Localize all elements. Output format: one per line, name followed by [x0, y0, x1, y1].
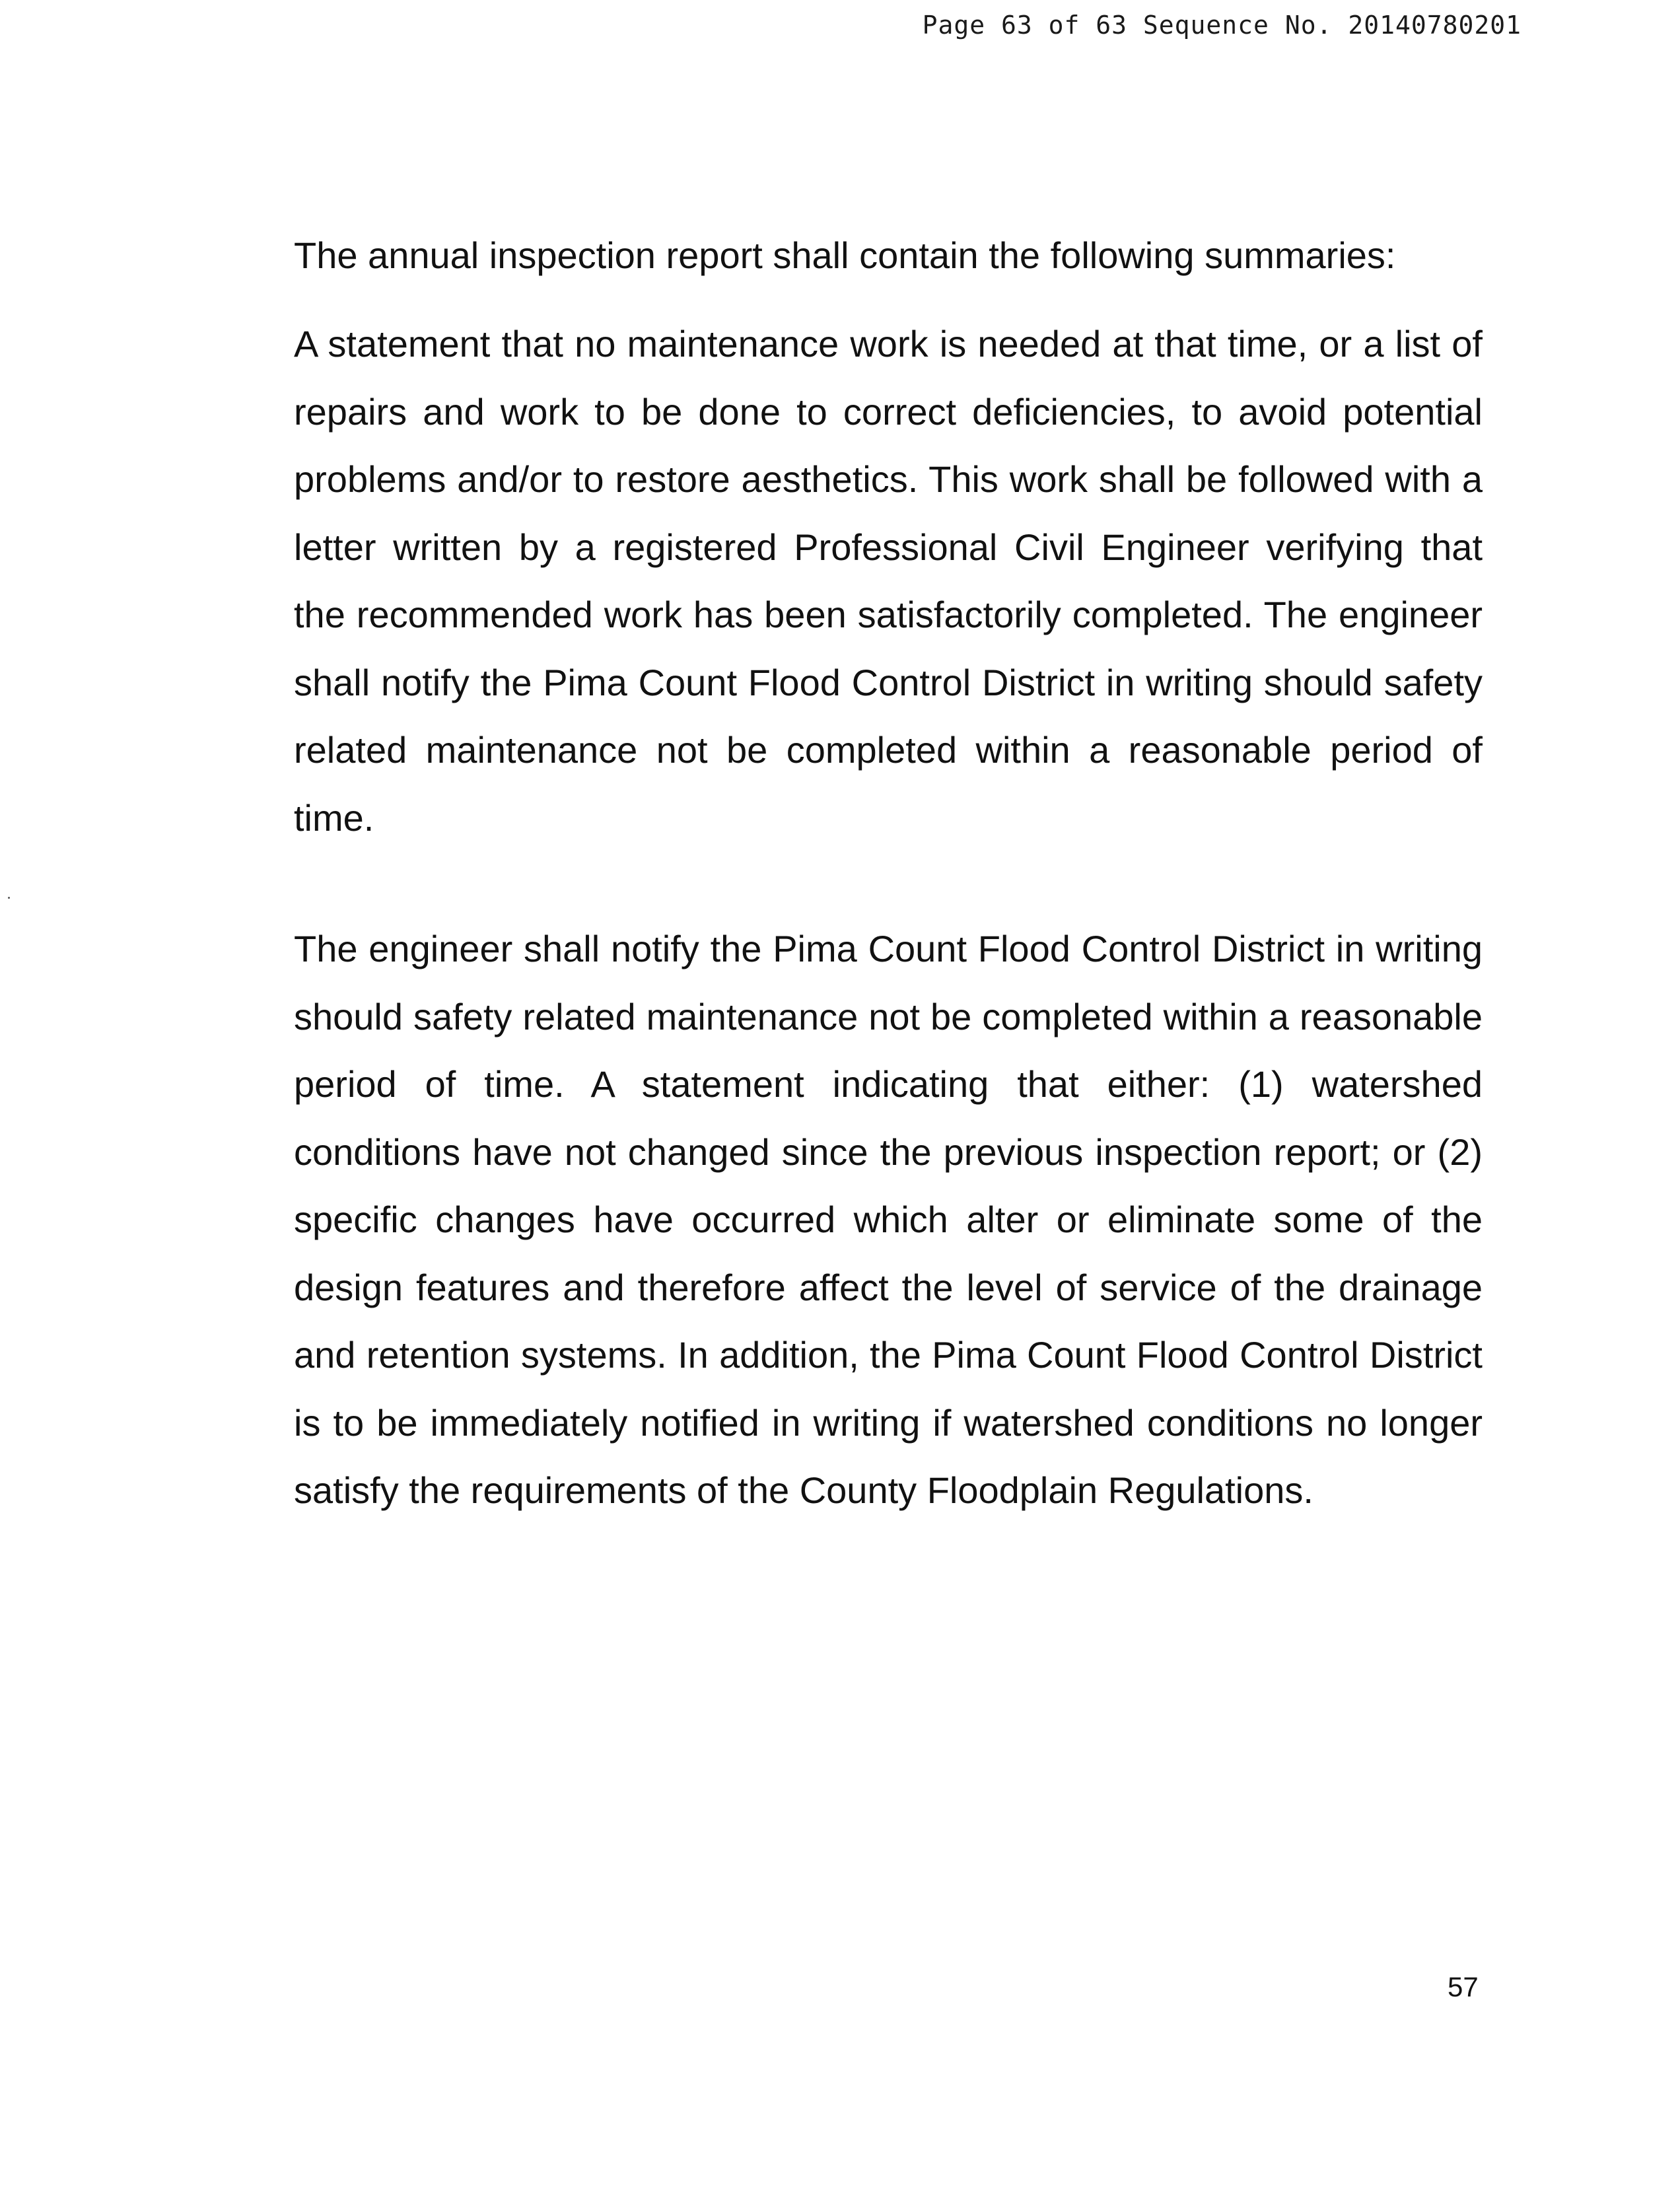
section-heading: The annual inspection report shall contain the following summaries:	[294, 234, 1396, 276]
page-number: 57	[1448, 1971, 1479, 2002]
page-sequence-stamp: Page 63 of 63 Sequence No. 20140780201	[922, 11, 1522, 40]
paragraph-watershed-statement: The engineer shall notify the Pima Count Flood Control District in writing should safety related maintenance not be completed within a reasonable period of time. A statement indicating that either: (1) watershed conditions have not changed since the previous inspection report; or (2) specific changes have occurred which alter or eliminate some of the design features and therefore affect the level of service of the drainage and retention systems. In addition, the Pima Count Flood Control District is to be immediately notified in writing if watershed conditions no longer satisfy the requirements of the County Floodplain Regulations.	[294, 928, 1483, 1511]
paragraph-maintenance-statement: A statement that no maintenance work is needed at that time, or a list of repairs and work to be done to correct deficiencies, to avoid potential problems and/or to restore aesthetics. This work shall be followed with a letter written by a registered Professional Civil Engineer verifying that the recommended work has been satisfactorily completed. The engineer shall notify the Pima Count Flood Control District in writing should safety related maintenance not be completed within a reasonable period of time.	[294, 323, 1483, 839]
scan-artifact-dot	[8, 897, 10, 899]
